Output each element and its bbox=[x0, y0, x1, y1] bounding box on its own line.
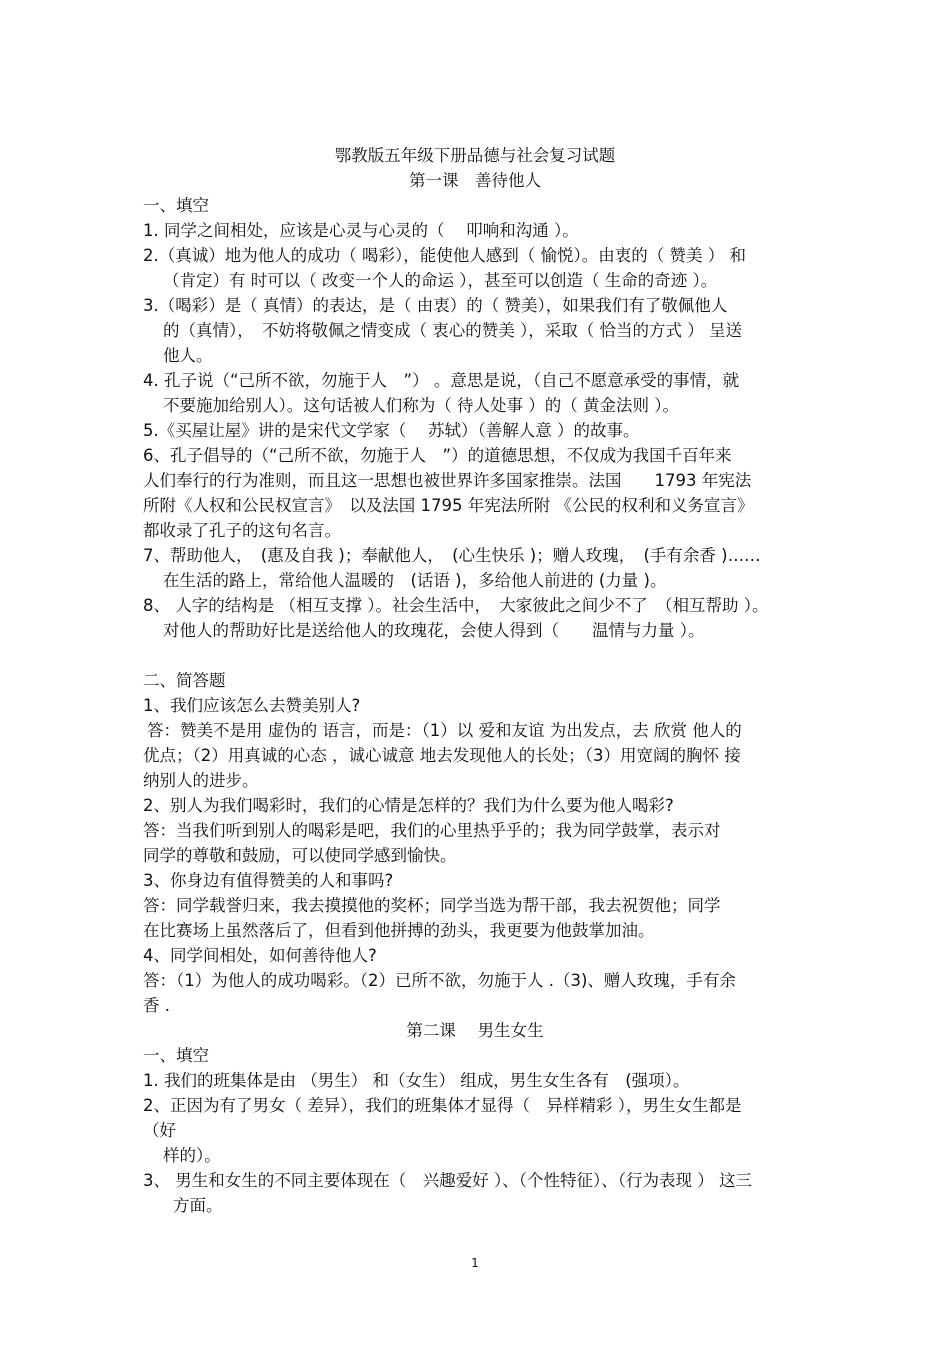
question-text: 4、同学间相处，如何善待他人? bbox=[143, 946, 377, 965]
text-line: 不要施加给别人）。这句话被人们称为（ 待人处事 ）的（ 黄金法则 ）。 bbox=[163, 396, 679, 415]
answer-text: 香 . bbox=[143, 996, 170, 1015]
text-line: 人们奉行的行为准则，而且这一思想也被世界许多国家推崇。法国 1793 年宪法 bbox=[143, 471, 752, 490]
question-text: 3、你身边有值得赞美的人和事吗? bbox=[143, 871, 394, 890]
section-header-fill: 一、填空 bbox=[143, 196, 209, 215]
answer-text: 纳别人的进步。 bbox=[143, 771, 259, 790]
text-line: 1. 同学之间相处，应该是心灵与心灵的（ 叩响和沟通 ）。 bbox=[143, 221, 579, 240]
question-text: 1、我们应该怎么去赞美别人? bbox=[143, 696, 361, 715]
answer-text: 同学的尊敬和鼓励，可以使同学感到愉快。 bbox=[143, 846, 457, 865]
text-line: （好 bbox=[143, 1121, 176, 1140]
text-line: 6、孔子倡导的（“己所不欲，勿施于人 ”）的道德思想，不仅成为我国千百年来 bbox=[143, 446, 732, 465]
text-line: 2、正因为有了男女（ 差异），我们的班集体才显得（ 异样精彩 ），男生女生都是 bbox=[143, 1096, 742, 1115]
text-line: 4. 孔子说（“己所不欲，勿施于人 ”） 。意思是说，（自己不愿意承受的事情，就 bbox=[143, 371, 740, 390]
section-header-fill: 一、填空 bbox=[143, 1046, 209, 1065]
text-line: 8、 人字的结构是 （相互支撑 ）。社会生活中， 大家彼此之间少不了 （相互帮助 ）。 bbox=[143, 596, 769, 615]
answer-text: 答：同学载誉归来，我去摸摸他的奖杯；同学当选为帮干部，我去祝贺他；同学 bbox=[143, 896, 721, 915]
answer-text: 答：赞美不是用 虚伪的 语言，而是：（1）以 爱和友谊 为出发点，去 欣赏 他人的 bbox=[147, 721, 742, 740]
document-title: 鄂教版五年级下册品德与社会复习试题 bbox=[334, 146, 616, 165]
text-line: 方面。 bbox=[173, 1196, 223, 1215]
section-header-qa: 二、简答题 bbox=[143, 671, 226, 690]
text-line: 1. 我们的班集体是由 （男生） 和（女生） 组成，男生女生各有 (强项）。 bbox=[143, 1071, 690, 1090]
text-line: 2.（真诚）地为他人的成功（ 喝彩），能使他人感到（ 愉悦）。由衷的（ 赞美 ） 和 bbox=[143, 246, 746, 265]
text-line: 在生活的路上，常给他人温暖的 (话语 )，多给他人前进的 (力量 )。 bbox=[163, 571, 667, 590]
text-line: 都收录了孔子的这句名言。 bbox=[143, 521, 341, 540]
question-text: 2、别人为我们喝彩时，我们的心情是怎样的？我们为什么要为他人喝彩? bbox=[143, 796, 674, 815]
text-line: 对他人的帮助好比是送给他人的玫瑰花，会使人得到（ 温情与力量 ）。 bbox=[163, 621, 705, 640]
text-line: 7、帮助他人， (惠及自我 )；奉献他人， (心生快乐 )；赠人玫瑰， (手有余香 )…… bbox=[143, 546, 761, 565]
text-line: 他人。 bbox=[163, 346, 213, 365]
text-line: （肯定）有 时可以（ 改变一个人的命运 ），甚至可以创造（ 生命的奇迹 ）。 bbox=[163, 271, 718, 290]
lesson-1-heading: 第一课 善待他人 bbox=[409, 171, 541, 190]
page-number: 1 bbox=[471, 1256, 479, 1270]
text-line: 样的）。 bbox=[163, 1146, 221, 1165]
answer-text: 答：当我们听到别人的喝彩是吧，我们的心里热乎乎的；我为同学鼓掌，表示对 bbox=[143, 821, 721, 840]
text-line: 所附《人权和公民权宣言》 以及法国 1795 年宪法所附 《公民的权利和义务宣言》 bbox=[143, 496, 754, 515]
answer-text: 在比赛场上虽然落后了，但看到他拼搏的劲头，我更要为他鼓掌加油。 bbox=[143, 921, 655, 940]
answer-text: 优点；（2）用真诚的心态 ，诚心诚意 地去发现他人的长处；（3）用宽阔的胸怀 接 bbox=[143, 746, 741, 765]
answer-text: 答：（1）为他人的成功喝彩。（2）已所不欲，勿施于人 .（3)、赠人玫瑰，手有余 bbox=[143, 971, 736, 990]
lesson-2-heading: 第二课 男生女生 bbox=[406, 1021, 544, 1040]
text-line: 的（真情）， 不妨将敬佩之情变成（ 衷心的赞美 ），采取（ 恰当的方式 ） 呈送 bbox=[163, 321, 742, 340]
text-line: 3、 男生和女生的不同主要体现在（ 兴趣爱好 ）、（个性特征）、（行为表现 ） 这三 bbox=[143, 1171, 752, 1190]
text-line: 5.《买屋让屋》讲的是宋代文学家（ 苏轼）（善解人意 ）的故事。 bbox=[143, 421, 640, 440]
text-line: 3.（喝彩）是（ 真情）的表达，是（ 由衷）的（ 赞美），如果我们有了敬佩他人 bbox=[143, 296, 728, 315]
